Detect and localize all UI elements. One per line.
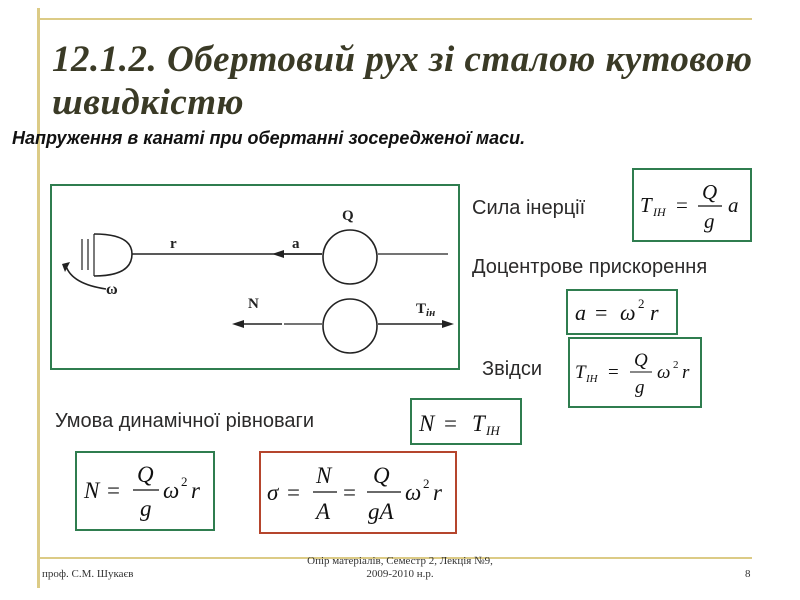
formula-accel-exp: 2 — [638, 296, 645, 311]
formula-accel-box — [566, 289, 678, 335]
formula-inertia-tail: a — [728, 193, 739, 217]
formula-n-result-den: g — [140, 496, 152, 521]
footer-course-line-2: 2009-2010 н.р. — [366, 568, 434, 580]
formula-equilibrium-rhs-sub: ІН — [486, 423, 500, 438]
formula-hence-box — [568, 337, 702, 408]
slide-subtitle: Напруження в канаті при обертанні зосередженої маси. — [12, 128, 526, 148]
hub-outline — [94, 234, 132, 276]
label-q: Q — [342, 208, 354, 224]
inertia-force-label: Сила інерції — [472, 197, 586, 219]
force-n-arrowhead-icon — [232, 320, 244, 328]
slide-title: 12.1.2. Обертовий рух зі сталою кутовою швидкістю — [52, 39, 753, 123]
footer-page-number: 8 — [745, 568, 751, 580]
formula-sigma-exp: 2 — [423, 476, 430, 491]
formula-inertia-eq: = — [676, 193, 688, 217]
formula-sigma — [261, 453, 455, 532]
formula-sigma-lhs: σ — [267, 480, 279, 505]
mass-circle-upper — [323, 230, 377, 284]
formula-hence-omega: ω — [657, 362, 671, 383]
hence-label: Звідси — [482, 358, 542, 380]
centripetal-label: Доцентрове прискорення — [472, 256, 708, 278]
label-t — [416, 301, 435, 319]
mass-circle-lower — [323, 299, 377, 353]
formula-n-result-lhs: N — [84, 478, 100, 503]
formula-inertia-num: Q — [702, 180, 718, 204]
formula-n-result-r: r — [191, 478, 200, 503]
formula-accel-eq: = — [595, 300, 608, 325]
rotation-arrow-icon — [66, 266, 106, 289]
formula-sigma-r: r — [433, 480, 442, 505]
formula-sigma-omega: ω — [405, 480, 422, 505]
label-t-main: T — [416, 301, 427, 317]
formula-n-result-exp: 2 — [181, 474, 188, 489]
rotating-mass-drawing — [52, 186, 458, 368]
footer-course-line-1: Опір матеріалів, Семестр 2, Лекція №9, — [307, 555, 493, 567]
formula-hence-lhs-sub: ІН — [586, 373, 598, 385]
formula-accel-omega: ω — [620, 300, 636, 325]
formula-equilibrium-box — [410, 398, 522, 445]
formula-n-result-box — [75, 451, 215, 531]
label-t-sub: ін — [426, 307, 436, 319]
rotating-mass-diagram — [50, 184, 460, 370]
formula-equilibrium-eq: = — [444, 411, 457, 436]
accent-vertical-line — [37, 8, 40, 588]
formula-n-result — [77, 453, 213, 529]
formula-sigma-den2: gA — [368, 499, 394, 524]
formula-inertia-box — [632, 168, 752, 242]
formula-inertia — [634, 170, 750, 240]
formula-hence-den: g — [635, 377, 645, 398]
formula-hence-lhs: T — [575, 362, 586, 383]
formula-n-result-eq: = — [107, 478, 120, 503]
formula-hence-num: Q — [634, 350, 648, 371]
formula-sigma-den1: A — [316, 499, 331, 524]
formula-hence-eq: = — [608, 362, 619, 383]
formula-sigma-eq2: = — [343, 480, 356, 505]
accel-arrowhead-icon — [272, 250, 284, 258]
formula-hence-exp: 2 — [673, 359, 679, 371]
footer-course — [260, 555, 540, 581]
formula-equilibrium-rhs: T — [472, 411, 485, 436]
formula-inertia-lhs: T — [640, 193, 652, 217]
formula-sigma-num2: Q — [373, 463, 390, 488]
force-t-arrowhead-icon — [442, 320, 454, 328]
formula-n-result-num: Q — [137, 462, 154, 487]
formula-equilibrium — [412, 400, 520, 443]
footer-author: проф. С.М. Шукаєв — [42, 568, 134, 580]
label-r: r — [170, 236, 177, 252]
formula-hence-r: r — [682, 362, 690, 383]
formula-inertia-den: g — [704, 209, 715, 233]
formula-accel-r: r — [650, 300, 659, 325]
formula-sigma-box — [259, 451, 457, 534]
accent-horizontal-top-line — [40, 18, 752, 20]
formula-hence — [570, 339, 700, 406]
formula-accel-lhs: a — [575, 300, 586, 325]
label-a: a — [292, 236, 300, 252]
formula-n-result-omega: ω — [163, 478, 180, 503]
formula-accel — [568, 291, 676, 333]
equilibrium-label: Умова динамічної рівноваги — [55, 410, 315, 432]
formula-equilibrium-lhs: N — [419, 411, 435, 436]
formula-inertia-lhs-sub: ІН — [653, 205, 666, 219]
label-n: N — [248, 296, 259, 312]
formula-sigma-num1: N — [316, 463, 332, 488]
formula-sigma-eq1: = — [287, 480, 300, 505]
label-omega: ω — [106, 281, 118, 298]
